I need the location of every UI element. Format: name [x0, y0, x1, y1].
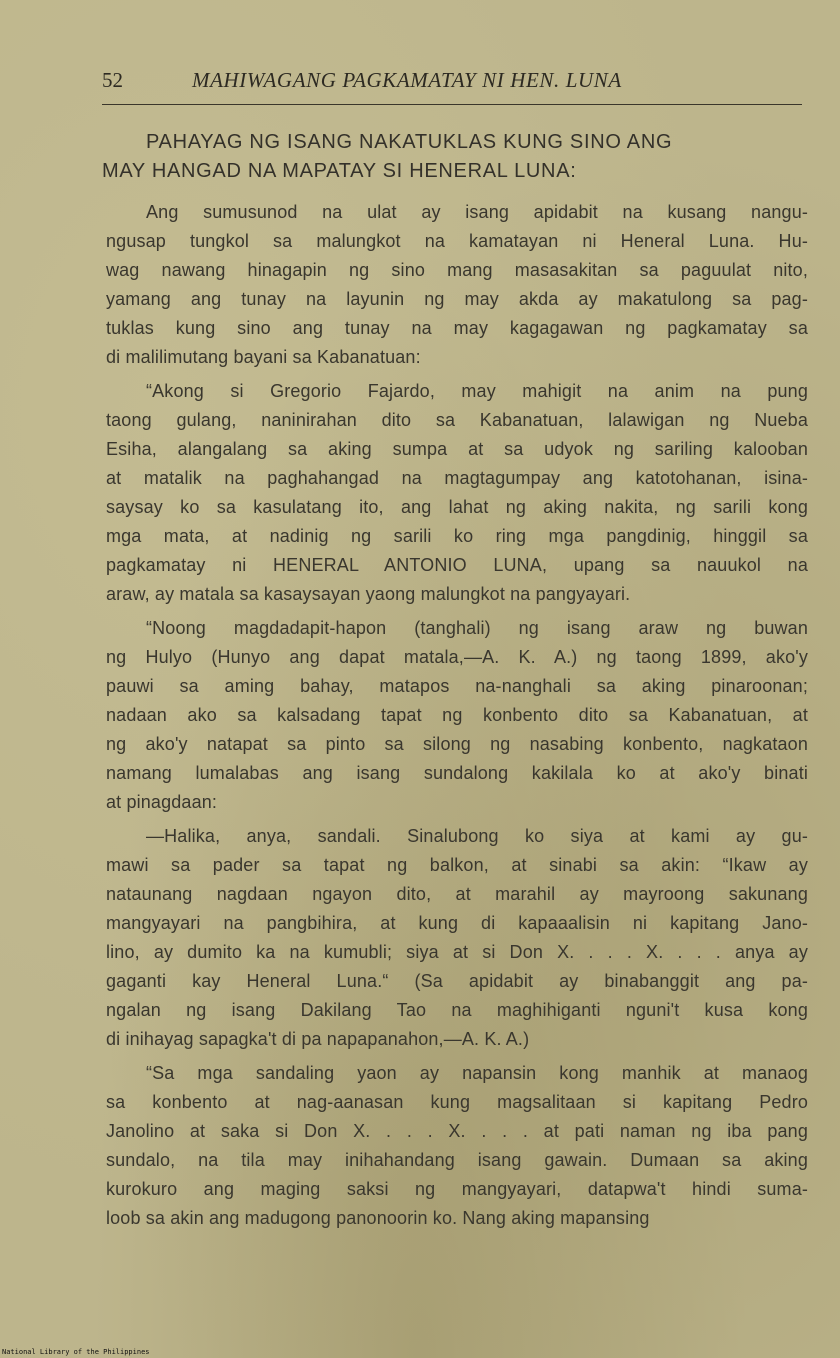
text-line: kurokuro ang maging saksi ng mangyayari, datapwa't hindi suma- — [106, 1179, 808, 1199]
text-line: lino, ay dumito ka na kumubli; siya at si Don X. . . . X. . . . anya ay — [106, 942, 808, 962]
text-line: at matalik na paghahangad na magtagumpay ang katotohanan, isina- — [106, 468, 808, 488]
text-line: Esiha, alangalang sa aking sumpa at sa udyok ng sariling kalooban — [106, 439, 808, 459]
text-line: yamang ang tunay na layunin ng may akda ay makatulong sa pag- — [106, 289, 808, 309]
text-line: “Akong si Gregorio Fajardo, may mahigit na anim na pung — [146, 381, 808, 401]
paragraph — [106, 198, 808, 372]
text-line: ngalan ng isang Dakilang Tao na maghihiganti nguni't kusa kong — [106, 1000, 808, 1020]
text-line: mga mata, at nadinig ng sarili ko ring mga pangdinig, hinggil sa — [106, 526, 808, 546]
paragraph — [106, 377, 808, 609]
text-line: tuklas kung sino ang tunay na may kagagawan ng pagkamatay sa — [106, 318, 808, 338]
text-line: sa konbento at nag-aanasan kung magsalitaan si kapitang Pedro — [106, 1092, 808, 1112]
running-head: MAHIWAGANG PAGKAMATAY NI HEN. LUNA — [192, 68, 622, 92]
text-line: saysay ko sa kasulatang ito, ang lahat ng aking nakita, ng sarili kong — [106, 497, 808, 517]
text-line: Janolino at saka si Don X. . . . X. . . . at pati naman ng iba pang — [106, 1121, 808, 1141]
text-line: ng ako'y natapat sa pinto sa silong ng nasabing konbento, nagkataon — [106, 734, 808, 754]
document-body — [106, 198, 808, 1233]
text-line: di inihayag sapagka't di pa napapanahon,—A. K. A.) — [106, 1029, 530, 1049]
text-line: wag nawang hinagapin ng sino mang masasakitan sa paguulat nito, — [106, 260, 808, 280]
text-line: di malilimutang bayani sa Kabanatuan: — [106, 347, 421, 367]
text-line: ngusap tungkol sa malungkot na kamatayan ni Heneral Luna. Hu- — [106, 231, 808, 251]
text-line: pagkamatay ni HENERAL ANTONIO LUNA, upang sa nauukol na — [106, 555, 808, 575]
text-line: mangyayari na pangbihira, at kung di kapaaalisin ni kapitang Jano- — [106, 913, 808, 933]
text-line: —Halika, anya, sandali. Sinalubong ko siya at kami ay gu- — [146, 826, 808, 846]
text-line: gaganti kay Heneral Luna.“ (Sa apidabit ay binabanggit ang pa- — [106, 971, 808, 991]
text-line: “Sa mga sandaling yaon ay napansin kong manhik at manaog — [146, 1063, 808, 1083]
paragraph — [106, 822, 808, 1054]
text-line: “Noong magdadapit-hapon (tanghali) ng isang araw ng buwan — [146, 618, 808, 638]
library-credit: National Library of the Philippines — [2, 1348, 150, 1356]
page-number: 52 — [102, 68, 123, 92]
text-line: namang lumalabas ang isang sundalong kakilala ko at ako'y binati — [106, 763, 808, 783]
text-line: nadaan ako sa kalsadang tapat ng konbento dito sa Kabanatuan, at — [106, 705, 808, 725]
text-line: nataunang nagdaan ngayon dito, at marahil ay mayroong sakunang — [106, 884, 808, 904]
text-line: sundalo, na tila may inihahandang isang gawain. Dumaan sa aking — [106, 1150, 808, 1170]
text-line: pauwi sa aming bahay, matapos na-nanghali sa aking pinaroonan; — [106, 676, 808, 696]
text-line: taong gulang, naninirahan dito sa Kabanatuan, lalawigan ng Nueba — [106, 410, 808, 430]
page-header — [102, 64, 802, 105]
text-line: at pinagdaan: — [106, 792, 218, 812]
paragraph — [106, 614, 808, 817]
paragraph — [106, 1059, 808, 1233]
section-title — [102, 128, 802, 186]
text-line: loob sa akin ang madugong panonoorin ko. Nang aking mapansing — [106, 1208, 650, 1228]
text-line: araw, ay matala sa kasaysayan yaong malungkot na pangyayari. — [106, 584, 631, 604]
text-line: mawi sa pader sa tapat ng balkon, at sinabi sa akin: “Ikaw ay — [106, 855, 808, 875]
section-title-line: MAY HANGAD NA MAPATAY SI HENERAL LUNA: — [102, 160, 577, 182]
text-line: Ang sumusunod na ulat ay isang apidabit na kusang nangu- — [146, 202, 808, 222]
section-title-line: PAHAYAG NG ISANG NAKATUKLAS KUNG SINO ANG — [146, 131, 673, 153]
text-line: ng Hulyo (Hunyo ang dapat matala,—A. K. A.) ng taong 1899, ako'y — [106, 647, 808, 667]
